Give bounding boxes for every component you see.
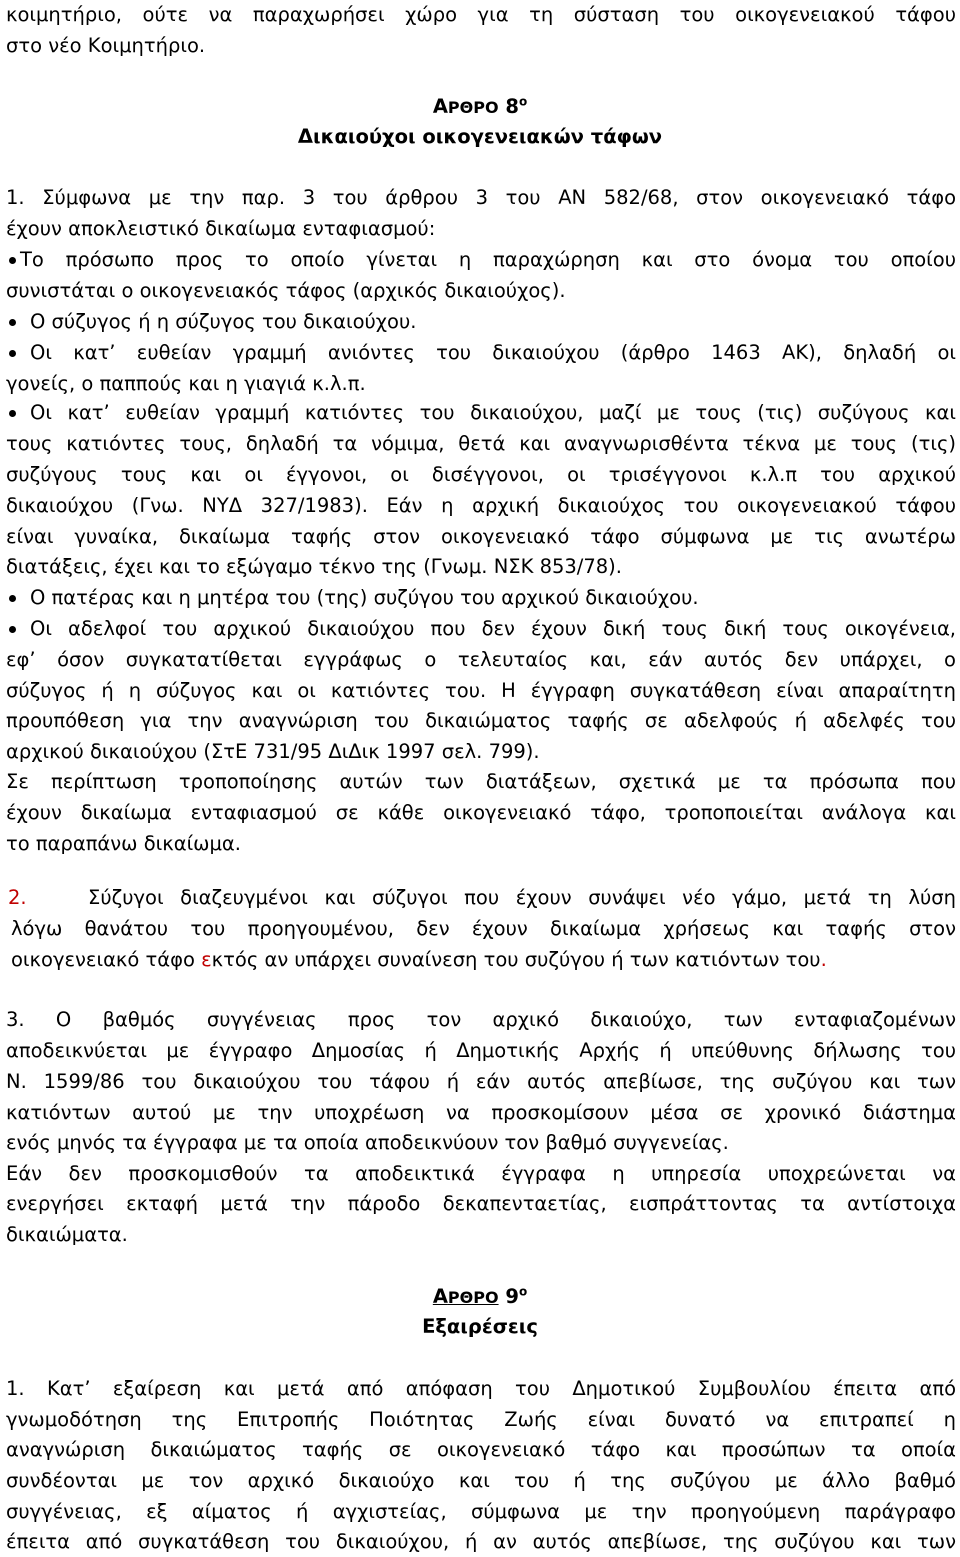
text-line: 3. Ο βαθμός συγγένειας προς τον αρχικό δικαιούχο, των ενταφιαζομένων: [6, 1008, 956, 1031]
text-line: γνωμοδότηση της Επιτροπής Ποιότητας Ζωής είναι δυνατό να επιτραπεί η: [6, 1408, 956, 1431]
bullet-icon: [6, 614, 20, 644]
bullet-icon: [6, 307, 20, 337]
text-line: στο νέο Κοιμητήριο.: [6, 34, 206, 57]
article-9-heading: ΑΡΘΡΟ $9^o$: [432, 1284, 528, 1308]
text-line: έπειτα από συγκατάθεση του δικαιούχου, ή αν αυτός απεβίωσε, της συζύγου και των: [6, 1530, 956, 1553]
text-line: 1. Κατ’ εξαίρεση και μετά από απόφαση του Δημοτικού Συμβουλίου έπειτα από: [6, 1377, 956, 1400]
text-line: εφ’ όσον συγκατατίθεται εγγράφως ο τελευταίος και, εάν αυτός δεν υπάρχει, ο: [6, 648, 956, 671]
bullet-icon: [6, 338, 20, 368]
text-line: ενεργήσει εκταφή μετά την πάροδο δεκαπενταετίας, εισπράττοντας τα αντίστοιχα: [6, 1192, 956, 1215]
text-line: 1. Σύμφωνα με την παρ. 3 του άρθρου 3 του ΑΝ 582/68, στον οικογενειακό τάφο: [6, 186, 956, 209]
list-item: Ο σύζυγος ή η σύζυγος του δικαιούχου.: [30, 310, 417, 333]
list-item: Οι κατ’ ευθείαν γραμμή ανιόντες του δικαιούχου (άρθρο 1463 ΑΚ), δηλαδή οι: [30, 341, 956, 364]
text-line: τους κατιόντες τους, δηλαδή τα νόμιμα, θετά και αναγνωρισθέντα τέκνα με τους (τις): [6, 432, 956, 455]
article-8-title: Δικαιούχοι οικογενειακών τάφων: [297, 125, 663, 148]
bullet-icon: [6, 398, 20, 428]
text-line: το παραπάνω δικαίωμα.: [6, 832, 241, 855]
bullet-icon: [6, 245, 20, 275]
text-line: συγγένειας, εξ αίματος ή αγχιστείας, σύμφωνα με την προηγούμενη παράγραφο: [6, 1500, 956, 1523]
text-line: συνιστάται ο οικογενειακός τάφος (αρχικός δικαιούχος).: [6, 279, 566, 302]
text-line: κατιόντων αυτού με την υποχρέωση να προσκομίσουν μέσα σε χρονικό διάστημα: [6, 1101, 956, 1124]
article-8-heading: ΑΡΘΡΟ $8^o$: [432, 94, 528, 118]
list-item: Ο πατέρας και η μητέρα του (της) συζύγου του αρχικού δικαιούχου.: [30, 586, 699, 609]
text-line: έχουν δικαίωμα ενταφιασμού σε κάθε οικογενειακό τάφο, τροποποιείται ανάλογα και: [6, 801, 956, 824]
text-line: οικογενειακό τάφο εκτός αν υπάρχει συναίνεση του συζύγου ή των κατιόντων του.: [11, 948, 827, 971]
text-line: σύζυγος ή η σύζυγος και οι κατιόντες του. Η έγγραφη συγκατάθεση είναι απαραίτητη: [6, 679, 956, 702]
text-line: κοιμητήριο, ούτε να παραχωρήσει χώρο για τη σύσταση του οικογενειακού τάφου: [6, 3, 956, 26]
bullet-icon: [6, 583, 20, 613]
list-item: Το πρόσωπο προς το οποίο γίνεται η παραχώρηση και στο όνομα του οποίου: [20, 248, 956, 271]
text-line: αναγνώριση δικαιώματος ταφής σε οικογενειακό τάφο και προσώπων τα οποία: [6, 1438, 956, 1461]
text-line: διατάξεις, έχει και το εξώγαμο τέκνο της (Γνωμ. ΝΣΚ 853/78).: [6, 555, 622, 578]
text-line: αποδεικνύεται με έγγραφο Δημοσίας ή Δημοτικής Αρχής ή υπεύθυνης δήλωσης του: [6, 1039, 956, 1062]
paragraph-2-number: 2.: [8, 886, 27, 909]
text-line: δικαιούχου (Γνω. ΝΥΔ 327/1983). Εάν η αρχική δικαιούχος του οικογενειακού τάφου: [6, 494, 956, 517]
text-line: ενός μηνός τα έγγραφα με τα οποία αποδεικνύουν τον βαθμό συγγενείας.: [6, 1131, 729, 1154]
text-line: Σύζυγοι διαζευγμένοι και σύζυγοι που έχουν συνάψει νέο γάμο, μετά τη λύση: [88, 886, 956, 909]
text-line: είναι γυναίκα, δικαίωμα ταφής στον οικογενειακό τάφο σύμφωνα με τις ανωτέρω: [6, 525, 956, 548]
text-line: Σε περίπτωση τροποποίησης αυτών των διατάξεων, σχετικά με τα πρόσωπα που: [6, 770, 956, 793]
text-line: λόγω θανάτου του προηγουμένου, δεν έχουν δικαίωμα χρήσεως και ταφής στον: [11, 917, 956, 940]
list-item: Οι κατ’ ευθείαν γραμμή κατιόντες του δικαιούχου, μαζί με τους (τις) συζύγους και: [30, 401, 956, 424]
list-item: Οι αδελφοί του αρχικού δικαιούχου που δεν έχουν δική τους δική τους οικογένεια,: [30, 617, 956, 640]
article-9-title: Εξαιρέσεις: [422, 1315, 538, 1338]
text-line: Ν. 1599/86 του δικαιούχου του τάφου ή εάν αυτός απεβίωσε, της συζύγου και των: [6, 1070, 956, 1093]
text-line: δικαιώματα.: [6, 1223, 128, 1246]
text-line: έχουν αποκλειστικό δικαίωμα ενταφιασμού:: [6, 217, 436, 240]
text-line: αρχικού δικαιούχου (ΣτΕ 731/95 ΔιΔικ 1997 σελ. 799).: [6, 740, 540, 763]
text-line: Εάν δεν προσκομισθούν τα αποδεικτικά έγγραφα η υπηρεσία υποχρεώνεται να: [6, 1162, 956, 1185]
text-line: συζύγους τους και οι έγγονοι, οι δισέγγονοι, οι τρισέγγονοι κ.λ.π του αρχικού: [6, 463, 956, 486]
text-line: προυπόθεση για την αναγνώριση του δικαιώματος ταφής σε αδελφούς ή αδελφές του: [6, 709, 956, 732]
text-line: συνδέονται με τον αρχικό δικαιούχο και του ή της συζύγου με άλλο βαθμό: [6, 1469, 956, 1492]
text-line: γονείς, ο παππούς και η γιαγιά κ.λ.π.: [6, 372, 366, 395]
